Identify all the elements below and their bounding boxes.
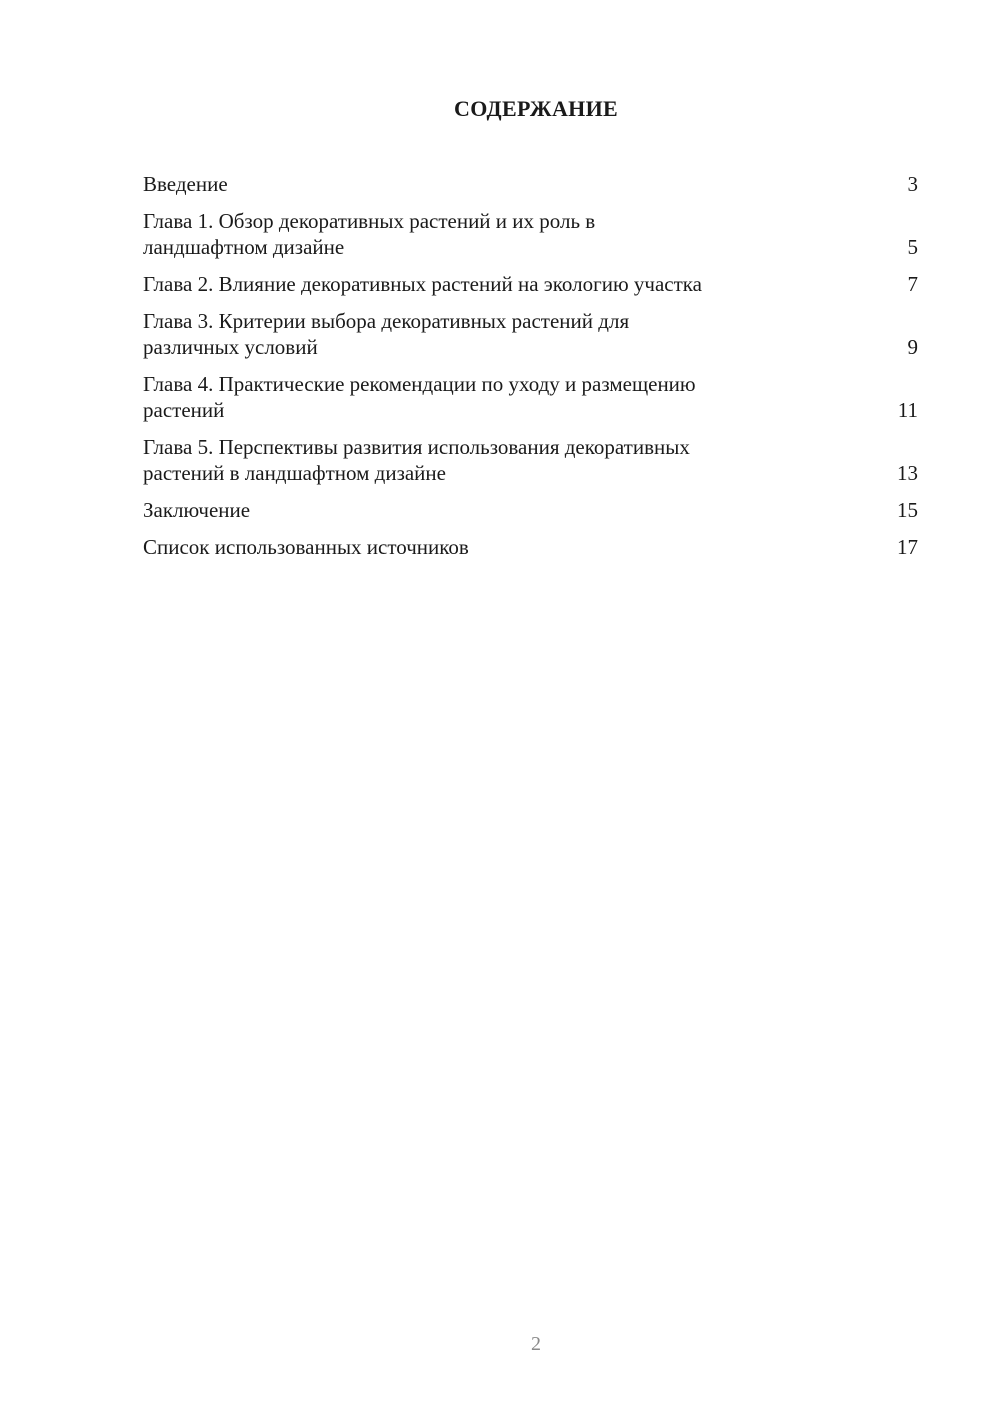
toc-item-references: [143, 534, 918, 560]
toc-item-label: Введение: [143, 172, 228, 196]
toc-item-page: 7: [907, 272, 918, 296]
toc-item-page: 17: [897, 535, 918, 559]
toc-item-chapter-2: [143, 271, 918, 297]
toc-item-page: 5: [907, 235, 918, 259]
toc-item-page: 13: [897, 461, 918, 485]
toc-item-label: Заключение: [143, 498, 251, 522]
toc-item-label: Глава 3. Критерии выбора декоративных растений для различных условий: [143, 309, 630, 359]
toc-item-label: Глава 1. Обзор декоративных растений и их роль в ландшафтном дизайне: [143, 209, 596, 259]
toc-item-page: 9: [907, 335, 918, 359]
toc-item-label: Глава 5. Перспективы развития использования декоративных растений в ландшафтном дизайне: [143, 435, 690, 485]
table-of-contents: [143, 171, 918, 571]
toc-item-chapter-1: [143, 208, 918, 260]
toc-item-page: 3: [907, 172, 918, 196]
toc-item-chapter-4: [143, 371, 918, 423]
toc-item-label: Глава 2. Влияние декоративных растений на экологию участка: [143, 272, 702, 296]
toc-item-label: Глава 4. Практические рекомендации по уходу и размещению растений: [143, 372, 696, 422]
toc-item-introduction: [143, 171, 918, 197]
toc-item-page: 11: [897, 398, 918, 422]
toc-item-conclusion: [143, 497, 918, 523]
toc-item-page: 15: [897, 498, 918, 522]
toc-item-label: Список использованных источников: [143, 535, 469, 559]
page-number: 2: [531, 1333, 541, 1355]
toc-item-chapter-5: [143, 434, 918, 486]
toc-title: СОДЕРЖАНИЕ: [454, 96, 618, 121]
toc-item-chapter-3: [143, 308, 918, 360]
